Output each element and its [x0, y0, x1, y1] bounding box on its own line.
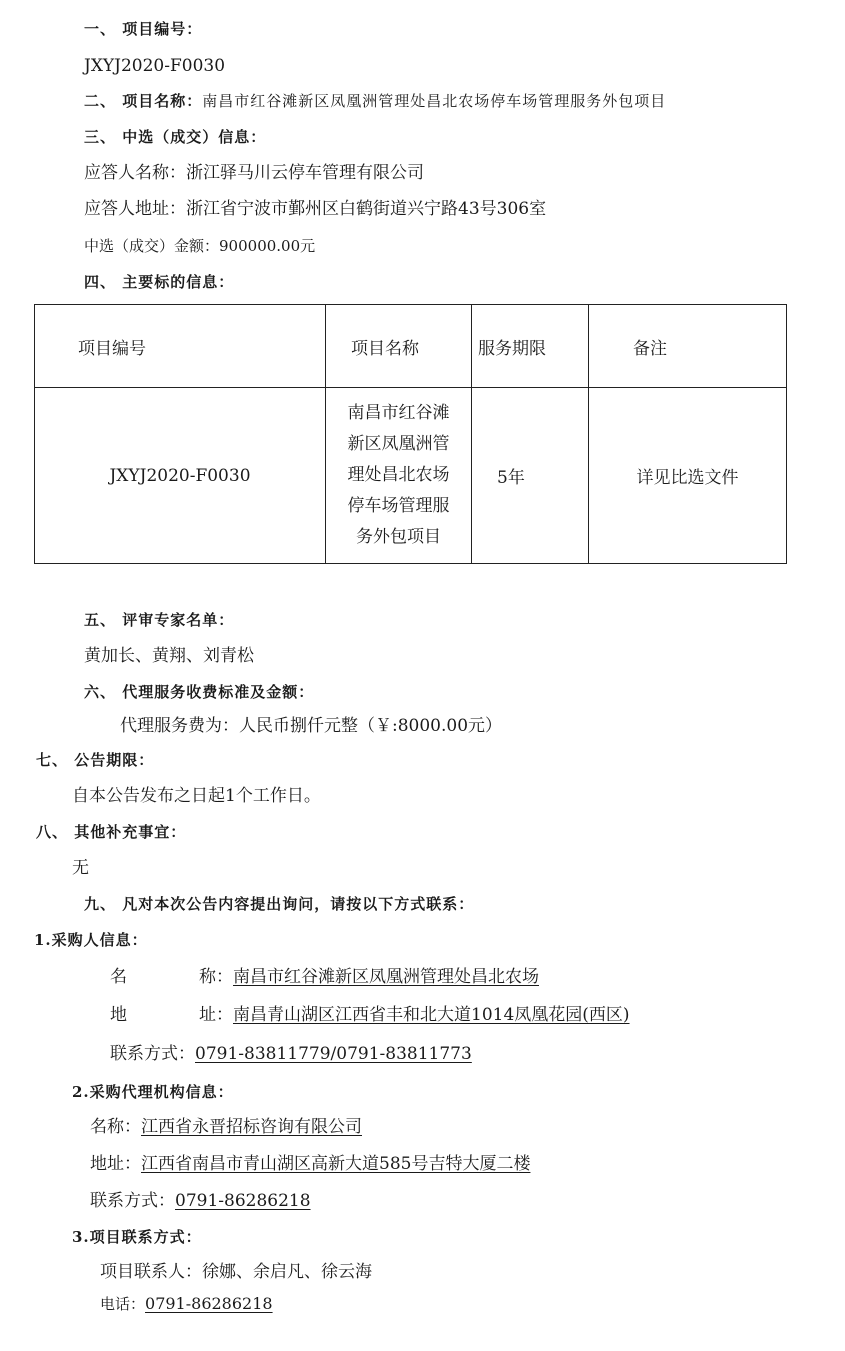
- table-cell-name-line: 新区凤凰洲管: [347, 434, 450, 454]
- project-phone: 0791-86286218: [145, 1294, 273, 1313]
- other-matters: 无: [72, 858, 89, 878]
- purchaser-contact-row: [110, 1046, 472, 1063]
- respondent-address-row: [84, 201, 546, 218]
- table-cell-name-line: 理处昌北农场: [347, 465, 450, 485]
- project-code: JXYJ2020-F0030: [84, 56, 226, 76]
- table-cell-note: 详见比选文件: [589, 388, 787, 564]
- section-2: [84, 94, 666, 109]
- purchaser-address-row: [110, 1007, 630, 1024]
- respondent-name: 浙江驿马川云停车管理有限公司: [186, 163, 424, 183]
- project-phone-label: 电话：: [100, 1295, 146, 1313]
- table-cell-name: [326, 388, 472, 564]
- table-cell-name-line: 务外包项目: [356, 527, 441, 547]
- table-header-row: [35, 305, 787, 388]
- table-cell-name-line: 停车场管理服: [347, 496, 450, 516]
- table-header-cell: 项目名称: [326, 305, 472, 388]
- purchaser-name-label-b: 称：: [199, 967, 233, 987]
- respondent-address-label: 应答人地址：: [84, 199, 186, 219]
- agency-name-row: [90, 1119, 362, 1136]
- table-cell-name-line: 南昌市红谷滩: [347, 403, 450, 423]
- agency-fee: 代理服务费为：人民币捌仟元整（￥:8000.00元）: [120, 716, 503, 736]
- purchaser-address-label-a: 地: [110, 1005, 127, 1025]
- agency-address-label: 地址：: [90, 1154, 141, 1174]
- purchaser-address: 南昌青山湖区江西省丰和北大道1014凤凰花园(西区): [233, 1005, 630, 1025]
- section-5-heading: 五、 评审专家名单：: [84, 611, 235, 629]
- amount-row: [84, 239, 315, 254]
- respondent-name-row: [84, 165, 424, 182]
- table-cell-code: JXYJ2020-F0030: [35, 388, 326, 564]
- project-persons: 徐娜、余启凡、徐云海: [202, 1262, 372, 1282]
- table-header-cell: 备注: [589, 305, 787, 388]
- purchaser-name-label-a: 名: [110, 967, 127, 987]
- project-contact-heading: 3.项目联系方式：: [72, 1228, 202, 1246]
- purchaser-heading: 1.采购人信息：: [34, 931, 148, 949]
- amount-label: 中选（成交）金额：: [84, 237, 220, 255]
- section-9-heading: 九、 凡对本次公告内容提出询问，请按以下方式联系：: [84, 895, 475, 913]
- purchaser-contact: 0791-83811779/0791-83811773: [195, 1044, 472, 1064]
- agency-name: 江西省永晋招标咨询有限公司: [141, 1117, 362, 1137]
- purchaser-name-row: [110, 969, 539, 986]
- respondent-address: 浙江省宁波市鄞州区白鹤街道兴宁路43号306室: [186, 199, 547, 219]
- purchaser-address-label-b: 址：: [199, 1005, 233, 1025]
- section-7-heading: 七、 公告期限：: [36, 751, 155, 769]
- agency-contact: 0791-86286218: [175, 1191, 311, 1211]
- respondent-name-label: 应答人名称：: [84, 163, 186, 183]
- agency-address-row: [90, 1156, 530, 1173]
- notice-period: 自本公告发布之日起1个工作日。: [72, 786, 321, 806]
- agency-contact-label: 联系方式：: [90, 1191, 175, 1211]
- agency-name-label: 名称：: [90, 1117, 141, 1137]
- project-name: 南昌市红谷滩新区凤凰洲管理处昌北农场停车场管理服务外包项目: [202, 92, 667, 110]
- subject-info-table: [34, 304, 787, 564]
- section-1-heading: 一、 项目编号：: [84, 20, 203, 38]
- table-row: [35, 388, 787, 564]
- section-3-heading: 三、 中选（成交）信息：: [84, 128, 267, 146]
- section-4-heading: 四、 主要标的信息：: [84, 273, 235, 291]
- project-phone-row: [100, 1296, 273, 1312]
- agency-contact-row: [90, 1193, 311, 1210]
- agency-heading: 2.采购代理机构信息：: [72, 1083, 234, 1101]
- section-8-heading: 八、 其他补充事宜：: [36, 823, 187, 841]
- purchaser-name: 南昌市红谷滩新区凤凰洲管理处昌北农场: [233, 967, 539, 987]
- section-6-heading: 六、 代理服务收费标准及金额：: [84, 683, 315, 701]
- project-persons-row: [100, 1264, 372, 1281]
- table-header-cell: 服务期限: [472, 305, 589, 388]
- expert-list: 黄加长、黄翔、刘青松: [84, 646, 254, 666]
- table-cell-term: 5年: [472, 388, 589, 564]
- table-header-cell: 项目编号: [35, 305, 326, 388]
- section-2-heading: 二、 项目名称：: [84, 92, 203, 110]
- purchaser-contact-label: 联系方式：: [110, 1044, 195, 1064]
- agency-address: 江西省南昌市青山湖区高新大道585号吉特大厦二楼: [141, 1154, 531, 1174]
- amount-value: 900000.00元: [219, 237, 316, 255]
- project-persons-label: 项目联系人：: [100, 1262, 202, 1282]
